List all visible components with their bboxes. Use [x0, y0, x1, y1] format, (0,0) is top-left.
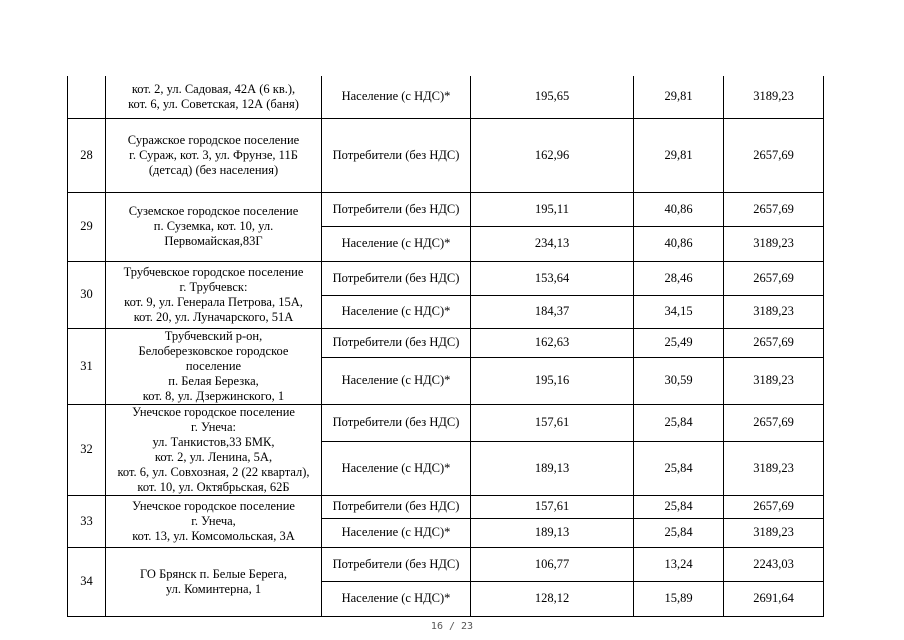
location-cell — [106, 118, 322, 192]
tariff-value-2: 25,84 — [634, 404, 724, 441]
tariff-value-2: 25,84 — [634, 518, 724, 547]
table-row — [68, 118, 824, 192]
location-cell — [106, 192, 322, 261]
tariff-table-body — [68, 76, 824, 616]
row-number: 34 — [68, 547, 106, 616]
consumer-category: Потребители (без НДС) — [322, 547, 471, 581]
tariff-value-1: 234,13 — [471, 226, 634, 261]
row-number: 32 — [68, 404, 106, 495]
consumer-category: Потребители (без НДС) — [322, 404, 471, 441]
location-line: г. Трубчевск: — [179, 279, 248, 294]
location-line: г. Сураж, кот. 3, ул. Фрунзе, 11Б — [129, 147, 298, 162]
location-line: Трубчевское городское поселение — [123, 264, 304, 279]
location-cell — [106, 547, 322, 616]
location-line: ул. Коминтерна, 1 — [165, 581, 262, 596]
tariff-value-1: 184,37 — [471, 295, 634, 328]
tariff-value-3: 2657,69 — [724, 328, 824, 357]
tariff-value-2: 29,81 — [634, 76, 724, 118]
tariff-value-3: 3189,23 — [724, 76, 824, 118]
table-row — [68, 261, 824, 295]
tariff-value-1: 162,96 — [471, 118, 634, 192]
tariff-value-1: 189,13 — [471, 518, 634, 547]
location-cell — [106, 76, 322, 118]
location-line: Первомайская,83Г — [164, 234, 263, 248]
consumer-category: Население (с НДС)* — [322, 295, 471, 328]
tariff-value-3: 2243,03 — [724, 547, 824, 581]
tariff-value-2: 40,86 — [634, 192, 724, 226]
tariff-value-1: 195,16 — [471, 357, 634, 404]
tariff-value-1: 157,61 — [471, 495, 634, 518]
tariff-value-2: 29,81 — [634, 118, 724, 192]
tariff-value-3: 2691,64 — [724, 581, 824, 616]
row-number: 30 — [68, 261, 106, 328]
table-row — [68, 547, 824, 581]
tariff-value-3: 2657,69 — [724, 495, 824, 518]
location-line: Унечское городское поселение — [132, 498, 295, 513]
tariff-value-3: 3189,23 — [724, 226, 824, 261]
consumer-category: Население (с НДС)* — [322, 76, 471, 118]
location-cell — [106, 261, 322, 328]
location-line: кот. 13, ул. Комсомольская, 3А — [132, 528, 295, 543]
tariff-value-2: 25,84 — [634, 441, 724, 495]
location-line: Суражское городское поселение — [127, 132, 300, 147]
location-line: Унечское городское поселение — [132, 404, 295, 419]
table-row — [68, 328, 824, 357]
tariff-value-3: 2657,69 — [724, 192, 824, 226]
tariff-table — [67, 76, 824, 617]
location-line: Белоберезковское городское — [138, 343, 289, 358]
tariff-value-1: 189,13 — [471, 441, 634, 495]
table-row — [68, 192, 824, 226]
tariff-value-1: 128,12 — [471, 581, 634, 616]
tariff-value-1: 195,65 — [471, 76, 634, 118]
table-row — [68, 76, 824, 118]
consumer-category: Население (с НДС)* — [322, 357, 471, 404]
location-line: (детсад) (без населения) — [148, 162, 279, 177]
tariff-value-2: 25,49 — [634, 328, 724, 357]
location-line: кот. 6, ул. Совхозная, 2 (22 квартал), — [117, 464, 310, 479]
consumer-category: Население (с НДС)* — [322, 581, 471, 616]
tariff-value-3: 2657,69 — [724, 261, 824, 295]
tariff-value-1: 106,77 — [471, 547, 634, 581]
location-cell — [106, 495, 322, 547]
row-number — [68, 76, 106, 118]
location-line: кот. 20, ул. Луначарского, 51А — [133, 309, 294, 324]
location-line: Трубчевский р-он, — [164, 328, 263, 343]
tariff-value-3: 3189,23 — [724, 295, 824, 328]
row-number: 33 — [68, 495, 106, 547]
consumer-category: Потребители (без НДС) — [322, 328, 471, 357]
tariff-value-2: 28,46 — [634, 261, 724, 295]
consumer-category: Население (с НДС)* — [322, 226, 471, 261]
consumer-category: Потребители (без НДС) — [322, 495, 471, 518]
location-line: поселение — [185, 358, 242, 373]
tariff-value-2: 34,15 — [634, 295, 724, 328]
tariff-value-1: 153,64 — [471, 261, 634, 295]
tariff-value-2: 40,86 — [634, 226, 724, 261]
location-line: ГО Брянск п. Белые Берега, — [140, 566, 287, 581]
tariff-value-3: 3189,23 — [724, 357, 824, 404]
tariff-value-3: 2657,69 — [724, 118, 824, 192]
row-number: 31 — [68, 328, 106, 404]
tariff-value-1: 162,63 — [471, 328, 634, 357]
row-number: 28 — [68, 118, 106, 192]
consumer-category: Потребители (без НДС) — [322, 192, 471, 226]
location-line: п. Суземка, кот. 10, ул. — [153, 219, 274, 233]
tariff-value-1: 195,11 — [471, 192, 634, 226]
tariff-value-3: 3189,23 — [724, 441, 824, 495]
location-cell — [106, 404, 322, 495]
location-line: Суземское городское поселение — [128, 204, 299, 218]
location-line: г. Унеча: — [191, 419, 236, 434]
location-line: кот. 9, ул. Генерала Петрова, 15А, — [124, 294, 303, 309]
tariff-value-2: 25,84 — [634, 495, 724, 518]
consumer-category: Население (с НДС)* — [322, 518, 471, 547]
location-line: кот. 10, ул. Октябрьская, 62Б — [137, 479, 290, 494]
location-line: кот. 6, ул. Советская, 12А (баня) — [128, 96, 299, 111]
location-line: г. Унеча, — [191, 513, 236, 528]
location-line: кот. 2, ул. Ленина, 5А, — [154, 449, 273, 464]
location-line: п. Белая Березка, — [168, 373, 259, 388]
tariff-value-2: 13,24 — [634, 547, 724, 581]
page-indicator: 16 / 23 — [430, 621, 474, 632]
location-line: кот. 2, ул. Садовая, 42А (6 кв.), — [131, 81, 296, 96]
tariff-value-3: 3189,23 — [724, 518, 824, 547]
tariff-value-2: 15,89 — [634, 581, 724, 616]
tariff-value-3: 2657,69 — [724, 404, 824, 441]
row-number: 29 — [68, 192, 106, 261]
consumer-category: Потребители (без НДС) — [322, 261, 471, 295]
table-row — [68, 404, 824, 441]
consumer-category: Потребители (без НДС) — [322, 118, 471, 192]
location-line: кот. 8, ул. Дзержинского, 1 — [142, 388, 285, 403]
location-line: ул. Танкистов,33 БМК, — [152, 434, 275, 449]
tariff-value-1: 157,61 — [471, 404, 634, 441]
table-row — [68, 495, 824, 518]
consumer-category: Население (с НДС)* — [322, 441, 471, 495]
location-cell — [106, 328, 322, 404]
tariff-value-2: 30,59 — [634, 357, 724, 404]
